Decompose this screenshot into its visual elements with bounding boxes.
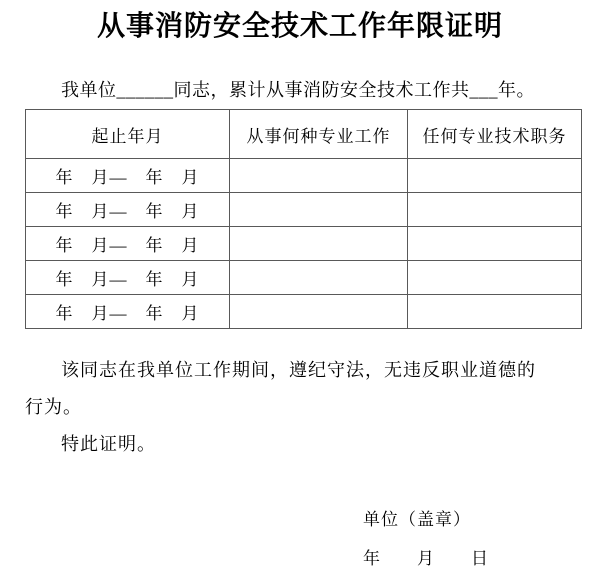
statement-line-2: 行为。: [25, 397, 82, 417]
header-period: 起止年月: [26, 110, 230, 159]
period-cell: 年 月— 年 月: [26, 227, 230, 261]
header-title: 任何专业技术职务: [408, 110, 582, 159]
title-cell: [408, 193, 582, 227]
period-cell: 年 月— 年 月: [26, 159, 230, 193]
header-row: [26, 110, 582, 159]
table-row: [26, 261, 582, 295]
title-cell: [408, 261, 582, 295]
work-cell: [230, 227, 408, 261]
statement-line-1: 该同志在我单位工作期间，遵纪守法，无违反职业道德的: [61, 360, 536, 380]
statement-line-3: 特此证明。: [61, 434, 156, 454]
unit-seal-label: 单位（盖章）: [363, 510, 471, 529]
title-cell: [408, 227, 582, 261]
date-line: 年 月 日: [363, 549, 489, 568]
work-cell: [230, 295, 408, 329]
table-row: [26, 193, 582, 227]
period-cell: 年 月— 年 月: [26, 295, 230, 329]
work-history-header: [26, 110, 582, 159]
title-cell: [408, 295, 582, 329]
title-cell: [408, 159, 582, 193]
intro-sentence: 我单位______同志，累计从事消防安全技术工作共___年。: [61, 80, 535, 100]
table-row: [26, 227, 582, 261]
header-work: 从事何种专业工作: [230, 110, 408, 159]
table-row: [26, 159, 582, 193]
work-cell: [230, 159, 408, 193]
work-cell: [230, 193, 408, 227]
period-cell: 年 月— 年 月: [26, 193, 230, 227]
document-title: 从事消防安全技术工作年限证明: [96, 11, 503, 42]
statement-paragraph: [25, 352, 575, 463]
work-cell: [230, 261, 408, 295]
period-cell: 年 月— 年 月: [26, 261, 230, 295]
work-history-table: [25, 109, 582, 329]
table-row: [26, 295, 582, 329]
work-history-body: [26, 159, 582, 329]
